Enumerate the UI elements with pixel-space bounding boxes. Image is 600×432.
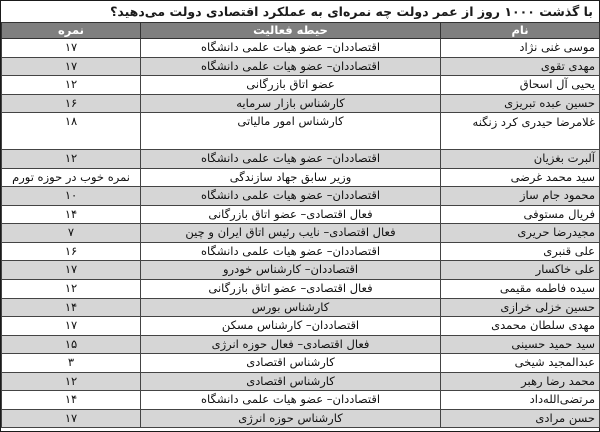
row-field: فعال اقتصادی– عضو اتاق بازرگانی	[141, 280, 441, 299]
row-score: ۱۷	[2, 317, 141, 336]
table-row	[2, 317, 600, 336]
row-score: ۱۴	[2, 205, 141, 224]
header-field: حیطه فعالیت	[141, 23, 441, 39]
table-row	[2, 335, 600, 354]
row-name: عبدالمجید شیخی	[441, 354, 600, 373]
row-score: ۱۴	[2, 391, 141, 410]
table-row	[2, 298, 600, 317]
row-name: مرتضی‌الله‌داد	[441, 391, 600, 410]
row-name: علی قنبری	[441, 242, 600, 261]
table-row	[2, 242, 600, 261]
table-row	[2, 94, 600, 113]
row-name: مهدی تقوی	[441, 57, 600, 76]
row-name: محمد رضا رهبر	[441, 372, 600, 391]
row-field: وزیر سابق جهاد سازندگی	[141, 168, 441, 187]
row-name: مجیدرضا حریری	[441, 224, 600, 243]
row-score: ۱۲	[2, 372, 141, 391]
row-name: سید محمد غرضی	[441, 168, 600, 187]
table-row	[2, 39, 600, 58]
row-score: ۱۲	[2, 280, 141, 299]
row-field: فعال اقتصادی– عضو اتاق بازرگانی	[141, 205, 441, 224]
table-row	[2, 354, 600, 373]
row-score: ۱۰	[2, 187, 141, 206]
row-score: ۱۷	[2, 39, 141, 58]
row-score: ۱۷	[2, 409, 141, 428]
row-score: ۱۲	[2, 76, 141, 95]
row-field: اقتصاددان– عضو هیات علمی دانشگاه	[141, 187, 441, 206]
table-row	[2, 205, 600, 224]
row-field: فعال اقتصادی– فعال حوزه انرژی	[141, 335, 441, 354]
row-name: سید حمید حسینی	[441, 335, 600, 354]
row-field: کارشناس اقتصادی	[141, 354, 441, 373]
table-title: با گذشت ۱۰۰۰ روز از عمر دولت چه نمره‌ای به عملکرد اقتصادی دولت می‌دهید؟	[1, 1, 599, 22]
row-name: حسین خزلی خرازی	[441, 298, 600, 317]
row-name: موسی غنی نژاد	[441, 39, 600, 58]
table-row	[2, 150, 600, 169]
table-row	[2, 187, 600, 206]
table-row	[2, 168, 600, 187]
row-name: غلامرضا حیدری کرد زنگنه	[441, 113, 600, 150]
table-row	[2, 409, 600, 428]
table-row	[2, 391, 600, 410]
row-field: کارشناس امور مالیاتی	[141, 113, 441, 150]
table-row	[2, 113, 600, 150]
row-field: اقتصاددان– عضو هیات علمی دانشگاه	[141, 150, 441, 169]
row-score: ۱۷	[2, 57, 141, 76]
row-field: کارشناس اقتصادی	[141, 372, 441, 391]
table-row	[2, 76, 600, 95]
row-name: مهدی سلطان محمدی	[441, 317, 600, 336]
row-field: کارشناس بازار سرمایه	[141, 94, 441, 113]
table-row	[2, 261, 600, 280]
row-score: ۳	[2, 354, 141, 373]
row-score: ۱۴	[2, 298, 141, 317]
row-name: حسن مرادی	[441, 409, 600, 428]
row-field: اقتصاددان– عضو هیات علمی دانشگاه	[141, 57, 441, 76]
header-row	[2, 23, 600, 39]
row-field: کارشناس بورس	[141, 298, 441, 317]
row-score: ۱۷	[2, 261, 141, 280]
row-score: ۱۵	[2, 335, 141, 354]
row-field: اقتصاددان– عضو هیات علمی دانشگاه	[141, 391, 441, 410]
row-score: ۱۸	[2, 113, 141, 150]
row-score: ۱۶	[2, 94, 141, 113]
row-score: ۱۶	[2, 242, 141, 261]
row-score: ۷	[2, 224, 141, 243]
row-field: اقتصاددان– کارشناس خودرو	[141, 261, 441, 280]
scores-table	[1, 22, 600, 428]
row-field: فعال اقتصادی– نایب رئیس اتاق ایران و چین	[141, 224, 441, 243]
row-name: محمود جام ساز	[441, 187, 600, 206]
row-field: اقتصاددان– عضو هیات علمی دانشگاه	[141, 39, 441, 58]
row-score: ۱۲	[2, 150, 141, 169]
row-score: نمره خوب در حوزه تورم	[2, 168, 141, 187]
table-row	[2, 372, 600, 391]
header-name: نام	[441, 23, 600, 39]
row-field: عضو اتاق بازرگانی	[141, 76, 441, 95]
table-row	[2, 280, 600, 299]
row-name: آلبرت بغزیان	[441, 150, 600, 169]
row-name: سیده فاطمه مقیمی	[441, 280, 600, 299]
row-field: کارشناس حوزه انرژی	[141, 409, 441, 428]
row-field: اقتصاددان– عضو هیات علمی دانشگاه	[141, 242, 441, 261]
row-name: یحیی آل اسحاق	[441, 76, 600, 95]
header-score: نمره	[2, 23, 141, 39]
row-field: اقتصاددان– کارشناس مسکن	[141, 317, 441, 336]
table-row	[2, 57, 600, 76]
row-name: علی خاکسار	[441, 261, 600, 280]
row-name: حسین عبده تبریزی	[441, 94, 600, 113]
row-name: فریال مستوفی	[441, 205, 600, 224]
table-row	[2, 224, 600, 243]
